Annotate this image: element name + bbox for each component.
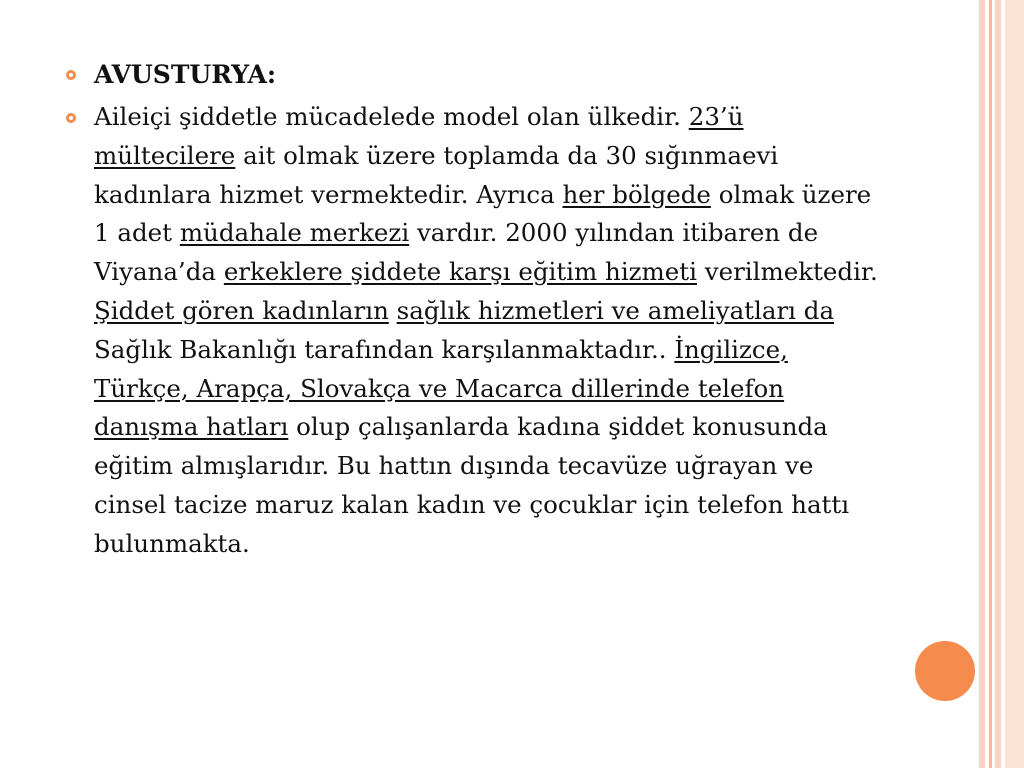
decorative-stripe [989,0,992,768]
text-segment: olup çalışanlarda kadına şiddet konusunda eğitim almışlarıdır. Bu hattın dışında tecavüze uğrayan ve cinsel tacize maruz kalan kadın ve çocuklar için telefon hattı bulunmakta. [94,412,850,558]
bullet-icon [66,113,76,123]
bullet-icon [66,70,76,80]
underlined-text-segment: İngilizce, Türkçe, Arapça, Slovakça ve Macarca dillerinde telefon danışma hatları [94,334,788,442]
underlined-text-segment: 23’ü mültecilere [94,102,744,170]
slide-heading: AVUSTURYA: [94,60,277,89]
decorative-stripe [1005,0,1024,768]
text-segment: olmak üzere 1 adet [94,179,872,248]
decorative-circle [915,641,975,701]
body-paragraph [94,102,878,558]
underlined-text-segment: Şiddet gören kadınların [94,295,389,325]
underlined-text-segment: erkeklere şiddete karşı eğitim hizmeti [223,257,697,287]
underlined-text-segment: her bölgede [562,179,711,209]
text-segment: Aileiçi şiddetle mücadelede model olan ülkedir. [94,102,689,131]
text-segment: vardır. 2000 yılından itibaren de Viyana’da [94,218,819,287]
underlined-text-segment: sağlık hizmetleri ve ameliyatları da [396,295,835,325]
text-segment: verilmektedir. [696,257,878,287]
body-bullet [60,98,890,564]
heading-bullet [60,56,890,94]
decorative-stripe [979,0,985,768]
slide-content [60,56,890,564]
decorative-stripe [995,0,1001,768]
text-segment: ait olmak üzere toplamda da 30 sığınmaevi kadınlara hizmet vermektedir. Ayrıca [94,140,779,209]
text-segment [389,296,397,325]
text-segment: Sağlık Bakanlığı tarafından karşılanmaktadır.. [94,334,675,364]
underlined-text-segment: müdahale merkezi [179,218,410,248]
